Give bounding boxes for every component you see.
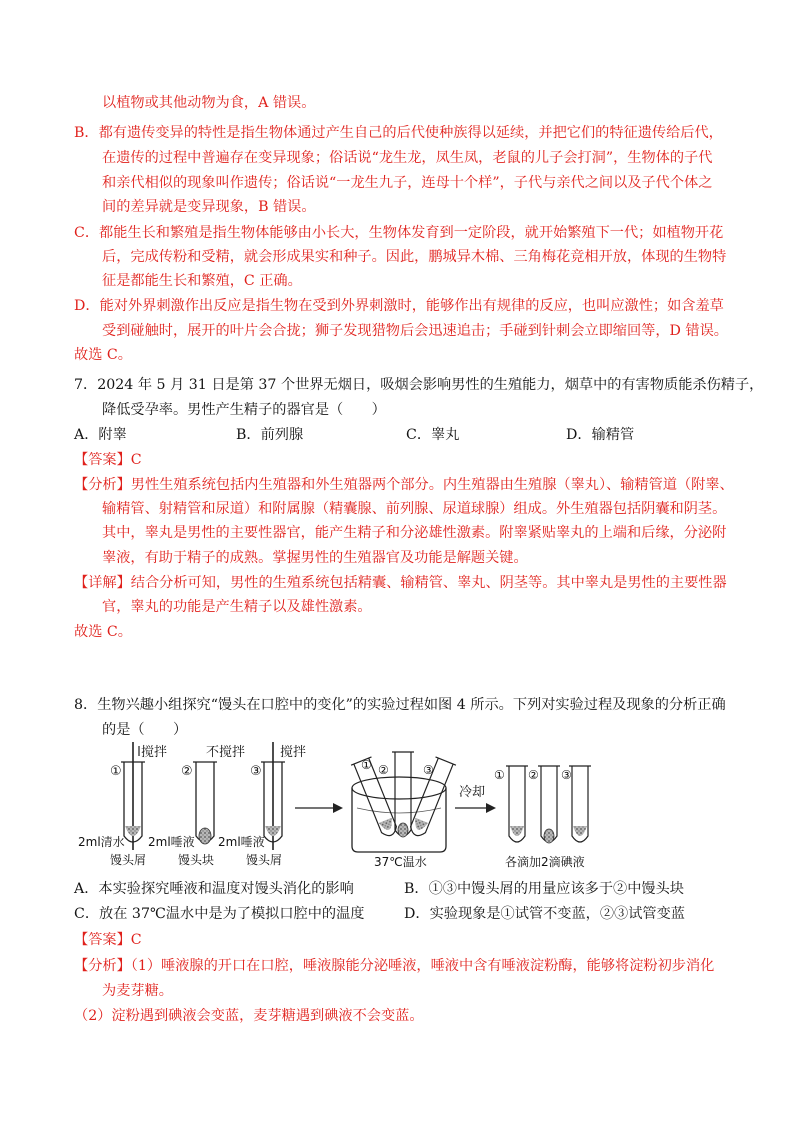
arrow-right-icon — [455, 803, 496, 813]
q7-analysis-line-1: 【分析】男性生殖系统包括内生殖器和外生殖器两个部分。内生殖器由生殖腺（睾丸）、输精管道（附睾、 — [74, 477, 734, 493]
q8-stem-line-1: 8．生物兴趣小组探究“馒头在口腔中的变化”的实验过程如图 4 所示。下列对实验过程及现象的分析正确 — [74, 697, 726, 713]
q6-option-c-line-2: 后，完成传粉和受精，就会形成果实和种子。因此，鹏城异木棉、三角梅花竞相开放，体现的生物特 — [102, 249, 727, 265]
no-stir-label: 不搅拌 — [206, 745, 246, 760]
q6-option-d-line-1: D．能对外界刺激作出反应是指生物在受到外界刺激时，能够作出有规律的反应，也叫应激性；如含羞草 — [74, 298, 724, 314]
q7-detail-line-2: 官，睾丸的功能是产生精子以及雄性激素。 — [102, 599, 372, 615]
bath-label: 37℃温水 — [374, 855, 427, 869]
tube-3-liquid-label: 2ml唾液 — [218, 835, 265, 849]
final-tube-number-2: ② — [528, 768, 539, 782]
bath-tube-number-2: ② — [378, 763, 389, 777]
q7-analysis-line-4: 睾液，有助于精子的成熟。掌握男性的生殖器官及功能是解题关键。 — [102, 550, 528, 566]
q8-analysis-line-3: （2）淀粉遇到碘液会变蓝，麦芽糖遇到碘液不会变蓝。 — [74, 1008, 424, 1024]
q7-analysis-line-2: 输精管、射精管和尿道）和附属腺（精囊腺、前列腺、尿道球腺）组成。外生殖器包括阴囊和阴茎。 — [102, 501, 727, 517]
cool-label: 冷却 — [459, 785, 486, 800]
tube-2-content-label: 馒头块 — [178, 853, 215, 867]
q8-analysis-line-1: 【分析】（1）唾液腺的开口在口腔，唾液腺能分泌唾液，唾液中含有唾液淀粉酶，能够将淀粉初步消化 — [74, 958, 715, 974]
tube-3-content-label: 馒头屑 — [246, 853, 283, 867]
test-tube-2 — [193, 762, 217, 844]
water-bath-beaker — [352, 777, 446, 852]
q6-option-b-line-2: 在遗传的过程中普遍存在变异现象；俗话说“龙生龙，凤生凤，老鼠的儿子会打洞”，生物体的子代 — [102, 150, 713, 166]
q8-analysis-line-2: 为麦芽糖。 — [102, 983, 173, 999]
bath-tube-number-3: ③ — [423, 763, 434, 777]
q8-option-d: D．实验现象是①试管不变蓝，②③试管变蓝 — [404, 906, 685, 922]
q7-stem-line-1: 7．2024 年 5 月 31 日是第 37 个世界无烟日，吸烟会影响男性的生殖能力，烟草中的有害物质能杀伤精子， — [74, 377, 764, 393]
q7-stem-line-2: 降低受孕率。男性产生精子的器官是（ ） — [102, 402, 386, 418]
final-tube-number-1: ① — [494, 768, 505, 782]
q7-option-c: C．睾丸 — [406, 427, 460, 443]
q8-option-a: A．本实验探究唾液和温度对馒头消化的影响 — [74, 881, 354, 897]
q6-conclusion: 故选 C。 — [74, 347, 132, 363]
q6-option-d-line-2: 受到碰触时，展开的叶片会合拢；狮子发现猎物后会迅速追击；手碰到针刺会立即缩回等，D 错误。 — [102, 323, 728, 339]
tube-number-1: ① — [110, 764, 122, 779]
tube-1-liquid-label: 2ml清水 — [78, 835, 125, 849]
q6-option-b-line-4: 间的差异就是变异现象，B 错误。 — [102, 199, 316, 215]
q7-answer: 【答案】C — [74, 452, 142, 468]
q7-detail-line-1: 【详解】结合分析可知，男性的生殖系统包括精囊、输精管、睾丸、阴茎等。其中睾丸是男性的主要性器 — [74, 575, 727, 591]
q7-analysis-line-3: 其中，睾丸是男性的主要性器官，能产生精子和分泌雄性激素。附睾紧贴睾丸的上端和后缘，分泌附 — [102, 525, 727, 541]
tube-1-content-label: 馒头屑 — [110, 853, 147, 867]
q6-option-c-line-3: 征是都能生长和繁殖，C 正确。 — [102, 273, 302, 289]
final-tube-1 — [506, 766, 528, 842]
tube-2-liquid-label: 2ml唾液 — [148, 835, 195, 849]
q6-option-b-line-3: 和亲代相似的现象叫作遗传；俗话说“一龙生九子，连母十个样”，子代与亲代之间以及子代个体之 — [102, 175, 713, 191]
q6-option-b-line-1: B．都有遗传变异的特性是指生物体通过产生自己的后代使种族得以延续，并把它们的特征遗传给后代， — [74, 125, 723, 141]
stir-label-1: 搅拌 — [141, 745, 168, 760]
q8-option-b: B．①③中馒头屑的用量应该多于②中馒头块 — [404, 881, 684, 897]
q6-option-c-line-1: C．都能生长和繁殖是指生物体能够由小长大，生物体发育到一定阶段，就开始繁殖下一代；如植物开花 — [74, 225, 724, 241]
bath-tube-2 — [392, 752, 414, 837]
q7-conclusion: 故选 C。 — [74, 624, 132, 640]
iodine-label: 各滴加2滴碘液 — [505, 855, 585, 869]
final-tube-3 — [569, 766, 591, 842]
tube-number-3: ③ — [250, 764, 262, 779]
q8-answer: 【答案】C — [74, 932, 142, 948]
arrow-right-icon — [295, 803, 343, 813]
final-tube-number-3: ③ — [561, 768, 572, 782]
q7-option-d: D．输精管 — [566, 427, 635, 443]
q7-option-b: B．前列腺 — [236, 427, 304, 443]
stir-label-3: 搅拌 — [280, 745, 307, 760]
bath-tube-number-1: ① — [361, 758, 372, 772]
q8-stem-line-2: 的是（ ） — [102, 722, 188, 738]
q7-option-a: A．附睾 — [74, 427, 127, 443]
q8-option-c: C．放在 37℃温水中是为了模拟口腔中的温度 — [74, 906, 365, 922]
q6-line-1: 以植物或其他动物为食，A 错误。 — [102, 95, 316, 111]
tube-number-2: ② — [181, 764, 193, 779]
final-tube-2 — [538, 766, 560, 843]
